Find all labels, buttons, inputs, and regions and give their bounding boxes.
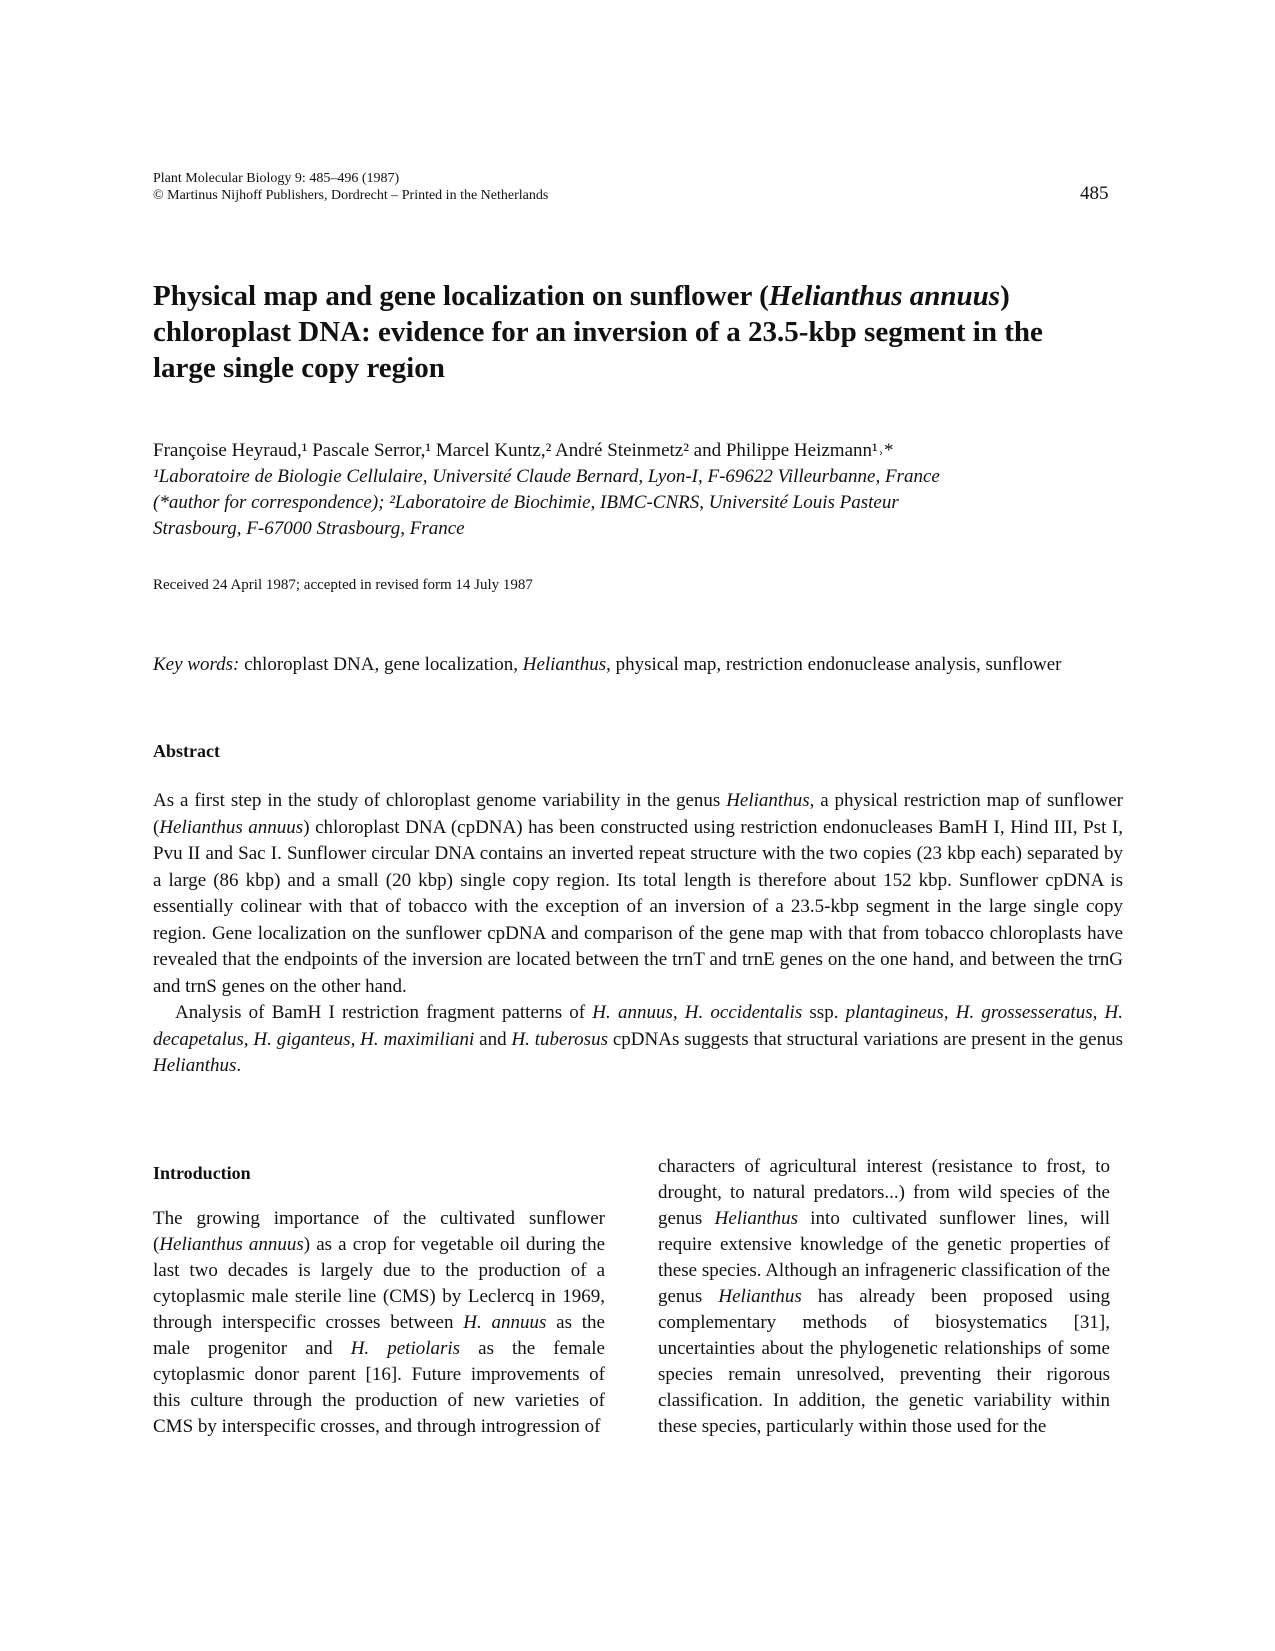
- affiliation-line: ¹Laboratoire de Biologie Cellulaire, Université Claude Bernard, Lyon-I, F-69622 Villeurbanne, France: [153, 466, 940, 487]
- received-dates: Received 24 April 1987; accepted in revised form 14 July 1987: [153, 577, 533, 593]
- affiliation-line: Strasbourg, F-67000 Strasbourg, France: [153, 518, 465, 539]
- abstract-heading: Abstract: [153, 741, 220, 761]
- title-line-3: large single copy region: [153, 352, 445, 384]
- title-line-1: Physical map and gene localization on sunflower (Helianthus annuus): [153, 280, 1010, 312]
- author-block: [153, 438, 1123, 542]
- page-number: 485: [1080, 183, 1109, 204]
- title-line-2: chloroplast DNA: evidence for an inversion of a 23.5-kbp segment in the: [153, 316, 1043, 348]
- title-species: Helianthus annuus: [768, 280, 1001, 312]
- introduction-column-left: The growing importance of the cultivated sunflower (Helianthus annuus) as a crop for vegetable oil during the last two decades is largely due to the production of a cytoplasmic male sterile line (CMS) by Leclercq in 1969, through interspecific crosses between H. annuus as the male progenitor and H. petiolaris as the female cytoplasmic donor parent [16]. Future improvements of this culture through the production of new varieties of CMS by interspecific crosses, and through introgression of: [153, 1208, 606, 1437]
- affiliation-line: (*author for correspondence); ²Laboratoire de Biochimie, IBMC-CNRS, Université Louis Pasteur: [153, 492, 899, 513]
- introduction-column-right: characters of agricultural interest (resistance to frost, to drought, to natural predators...) from wild species of the genus Helianthus into cultivated sunflower lines, will require extensive knowledge of the genetic properties of these species. Although an infrageneric classification of the genus Helianthus has already been proposed using complementary methods of biosystematics [31], uncertainties about the phylogenetic relationships of some species remain unresolved, preventing their rigorous classification. In addition, the genetic variability within these species, particularly within those used for the: [658, 1156, 1111, 1437]
- publisher-line: © Martinus Nijhoff Publishers, Dordrecht – Printed in the Netherlands: [153, 188, 549, 203]
- abstract-paragraph: As a first step in the study of chloroplast genome variability in the genus Helianthus, a physical restriction map of sunflower (Helianthus annuus) chloroplast DNA (cpDNA) has been constructed using restriction endonucleases BamH I, Hind III, Pst I, Pvu II and Sac I. Sunflower circular DNA contains an inverted repeat structure with the two copies (23 kbp each) separated by a large (86 kbp) and a small (20 kbp) single copy region. Its total length is therefore about 152 kbp. Sunflower cpDNA is essentially colinear with that of tobacco with the exception of an inversion of a 23.5-kbp segment in the large single copy region. Gene localization on the sunflower cpDNA and comparison of the gene map with that from tobacco chloroplasts have revealed that the endpoints of the inversion are located between the trnT and trnE genes on the one hand, and between the trnG and trnS genes on the other hand.: [153, 790, 1124, 997]
- abstract-body: [153, 788, 1123, 1080]
- journal-line: Plant Molecular Biology 9: 485–496 (1987): [153, 171, 400, 186]
- keywords: Key words: chloroplast DNA, gene localization, Helianthus, physical map, restriction endonuclease analysis, sunflower: [153, 654, 1062, 675]
- paper-title: [153, 278, 1123, 386]
- author-names: Françoise Heyraud,¹ Pascale Serror,¹ Marcel Kuntz,² André Steinmetz² and Philippe Heizmann¹˒*: [153, 440, 894, 461]
- abstract-paragraph: Analysis of BamH I restriction fragment patterns of H. annuus, H. occidentalis ssp. plantagineus, H. grossesseratus, H. decapetalus, H. giganteus, H. maximiliani and H. tuberosus cpDNAs suggests that structural variations are present in the genus Helianthus.: [153, 1002, 1123, 1076]
- journal-citation: [153, 170, 853, 204]
- introduction-heading: Introduction: [153, 1163, 251, 1183]
- keywords-label: Key words:: [153, 654, 240, 675]
